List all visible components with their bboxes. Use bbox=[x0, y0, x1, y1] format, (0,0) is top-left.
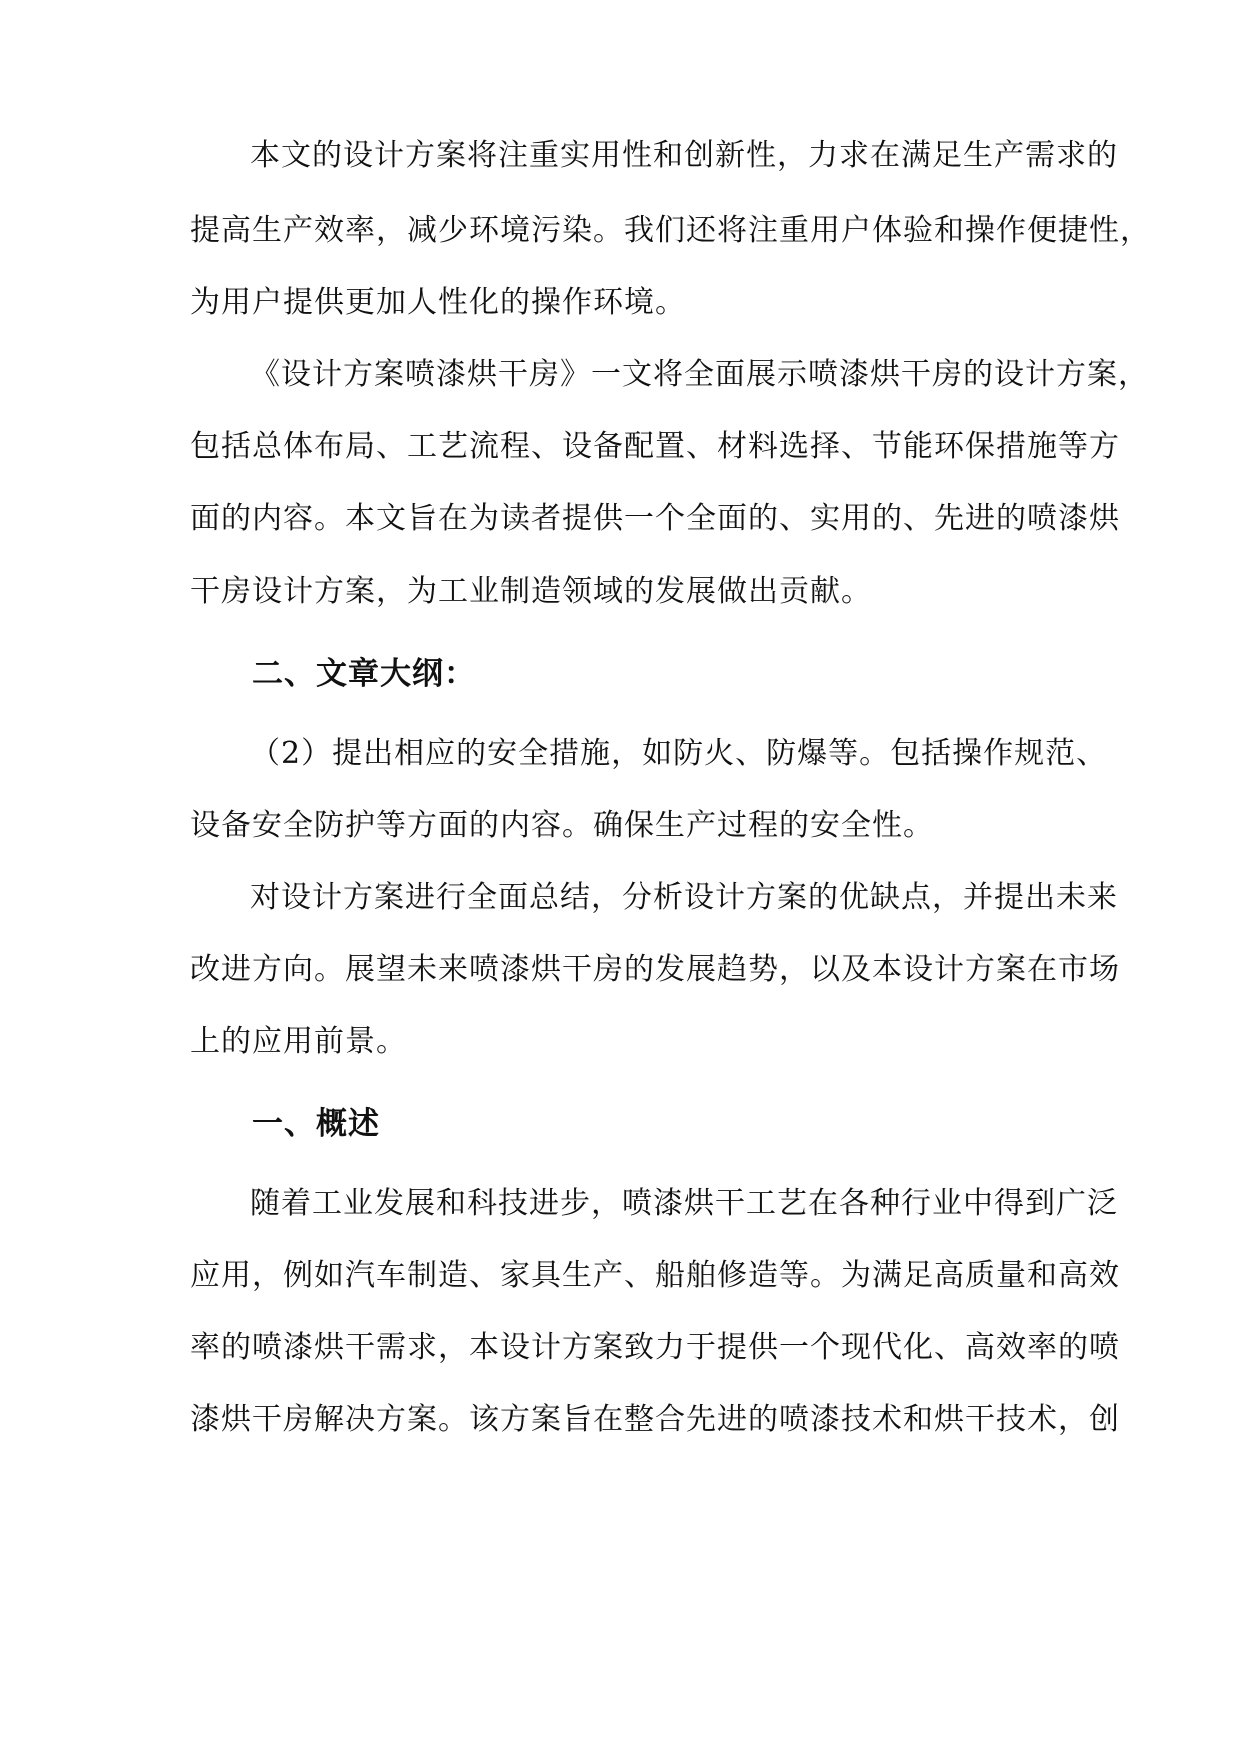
paragraph-line: 提高生产效率，减少环境污染。我们还将注重用户体验和操作便捷性， bbox=[190, 213, 1151, 248]
paragraph-line: 随着工业发展和科技进步，喷漆烘干工艺在各种行业中得到广泛 bbox=[250, 1186, 1118, 1221]
paragraph-line: 包括总体布局、工艺流程、设备配置、材料选择、节能环保措施等方 bbox=[190, 429, 1120, 464]
paragraph-line: 干房设计方案，为工业制造领域的发展做出贡献。 bbox=[190, 574, 872, 609]
paragraph-line: 对设计方案进行全面总结，分析设计方案的优缺点，并提出未来 bbox=[250, 880, 1118, 915]
paragraph-line: 《设计方案喷漆烘干房》一文将全面展示喷漆烘干房的设计方案， bbox=[250, 357, 1149, 392]
paragraph-line: 漆烘干房解决方案。该方案旨在整合先进的喷漆技术和烘干技术，创 bbox=[190, 1402, 1120, 1437]
paragraph-line: 改进方向。展望未来喷漆烘干房的发展趋势，以及本设计方案在市场 bbox=[190, 952, 1120, 987]
paragraph-line: 率的喷漆烘干需求，本设计方案致力于提供一个现代化、高效率的喷 bbox=[190, 1330, 1120, 1365]
section-heading-overview: 一、概述 bbox=[252, 1106, 380, 1142]
paragraph-line: 设备安全防护等方面的内容。确保生产过程的安全性。 bbox=[190, 808, 934, 843]
paragraph-line: 应用，例如汽车制造、家具生产、船舶修造等。为满足高质量和高效 bbox=[190, 1258, 1120, 1293]
paragraph-line: 上的应用前景。 bbox=[190, 1024, 407, 1059]
paragraph-line: （2）提出相应的安全措施，如防火、防爆等。包括操作规范、 bbox=[250, 736, 1108, 771]
section-heading-outline: 二、文章大纲： bbox=[252, 656, 476, 692]
paragraph-line: 本文的设计方案将注重实用性和创新性，力求在满足生产需求的 bbox=[250, 138, 1118, 173]
paragraph-line: 为用户提供更加人性化的操作环境。 bbox=[190, 285, 686, 320]
paragraph-line: 面的内容。本文旨在为读者提供一个全面的、实用的、先进的喷漆烘 bbox=[190, 501, 1120, 536]
